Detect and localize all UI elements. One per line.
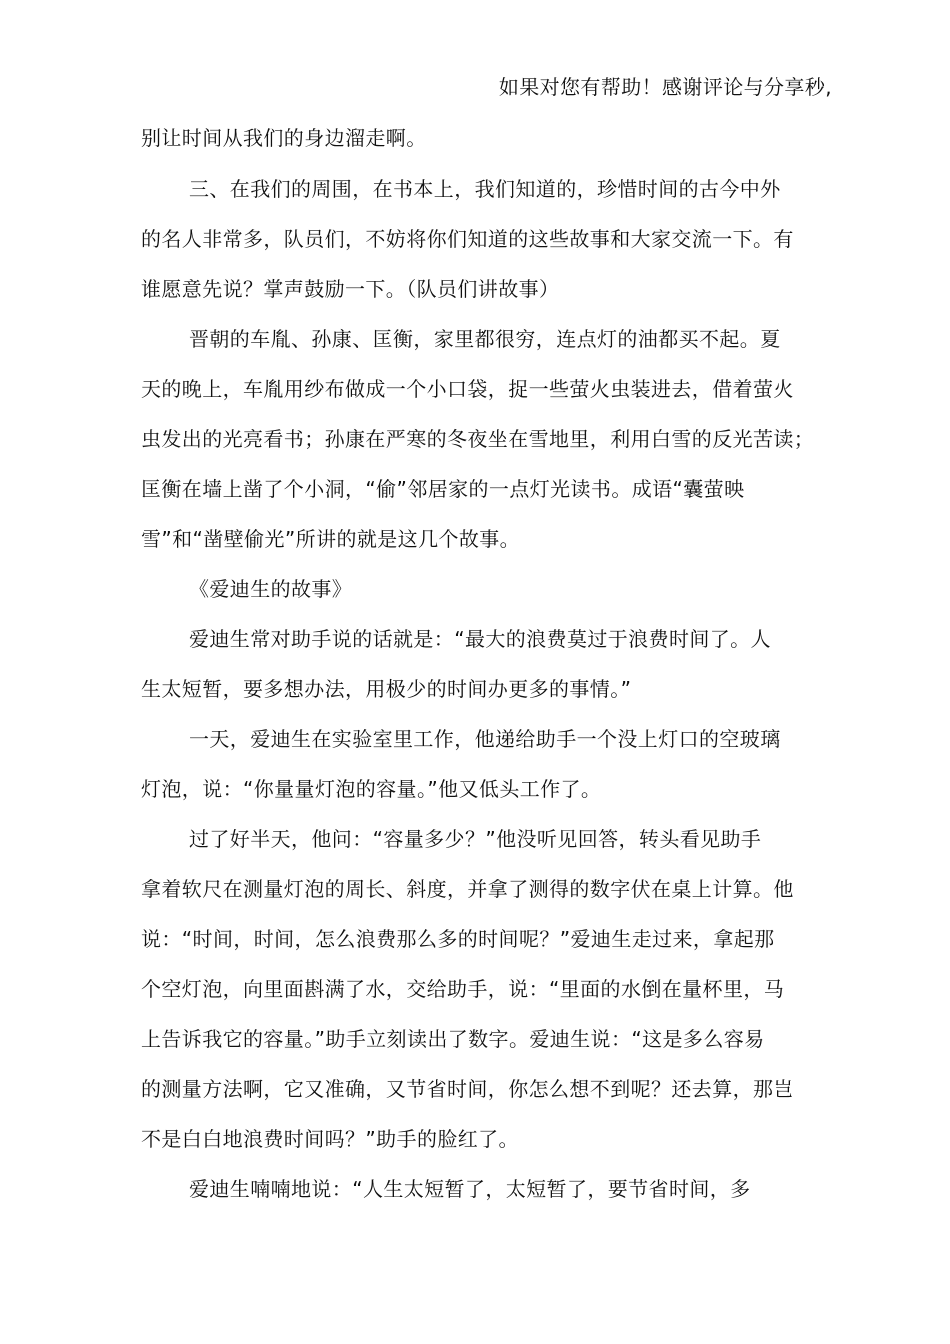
text-line: 个空灯泡，向里面斟满了水，交给助手，说：“里面的水倒在量杯里，马 [141,977,785,1001]
text-line: 匡衡在墙上凿了个小洞，“偷”邻居家的一点灯光读书。成语“囊萤映 [141,477,745,501]
text-line: 虫发出的光亮看书；孙康在严寒的冬夜坐在雪地里，利用白雪的反光苦读； [141,427,815,451]
text-line: 爱迪生常对助手说的话就是：“最大的浪费莫过于浪费时间了。人 [189,627,771,651]
text-line: 一天，爱迪生在实验室里工作，他递给助手一个没上灯口的空玻璃 [189,727,781,751]
text-line: 过了好半天，他问：“容量多少？”他没听见回答，转头看见助手 [189,827,762,851]
text-line: 别让时间从我们的身边溜走啊。 [141,126,427,150]
text-line: 晋朝的车胤、孙康、匡衡，家里都很穷，连点灯的油都买不起。夏 [189,327,781,351]
section-title: 《爱迪生的故事》 [189,577,353,601]
text-line: 灯泡，说：“你量量灯泡的容量。”他又低头工作了。 [141,777,602,801]
text-line: 谁愿意先说？掌声鼓励一下。（队员们讲故事） [141,277,560,301]
text-line: 生太短暂，要多想办法，用极少的时间办更多的事情。” [141,677,632,701]
text-line: 三、在我们的周围，在书本上，我们知道的，珍惜时间的古今中外 [189,177,781,201]
text-line: 的测量方法啊，它又准确，又节省时间，你怎么想不到呢？还去算，那岂 [141,1077,794,1101]
header-note: 如果对您有帮助！感谢评论与分享秒, [498,75,832,99]
text-line: 上告诉我它的容量。”助手立刻读出了数字。爱迪生说：“这是多么容易 [141,1027,765,1051]
text-line: 的名人非常多，队员们，不妨将你们知道的这些故事和大家交流一下。有 [141,227,794,251]
text-line: 天的晚上，车胤用纱布做成一个小口袋，捉一些萤火虫装进去，借着萤火 [141,377,794,401]
text-line: 爱迪生喃喃地说：“人生太短暂了，太短暂了，要节省时间，多 [189,1177,751,1201]
text-line: 说：“时间，时间，怎么浪费那么多的时间呢？”爱迪生走过来，拿起那 [141,927,775,951]
text-line: 雪”和“凿壁偷光”所讲的就是这几个故事。 [141,527,521,551]
text-line: 不是白白地浪费时间吗？”助手的脸红了。 [141,1127,519,1151]
text-line: 拿着软尺在测量灯泡的周长、斜度，并拿了测得的数字伏在桌上计算。他 [141,877,794,901]
